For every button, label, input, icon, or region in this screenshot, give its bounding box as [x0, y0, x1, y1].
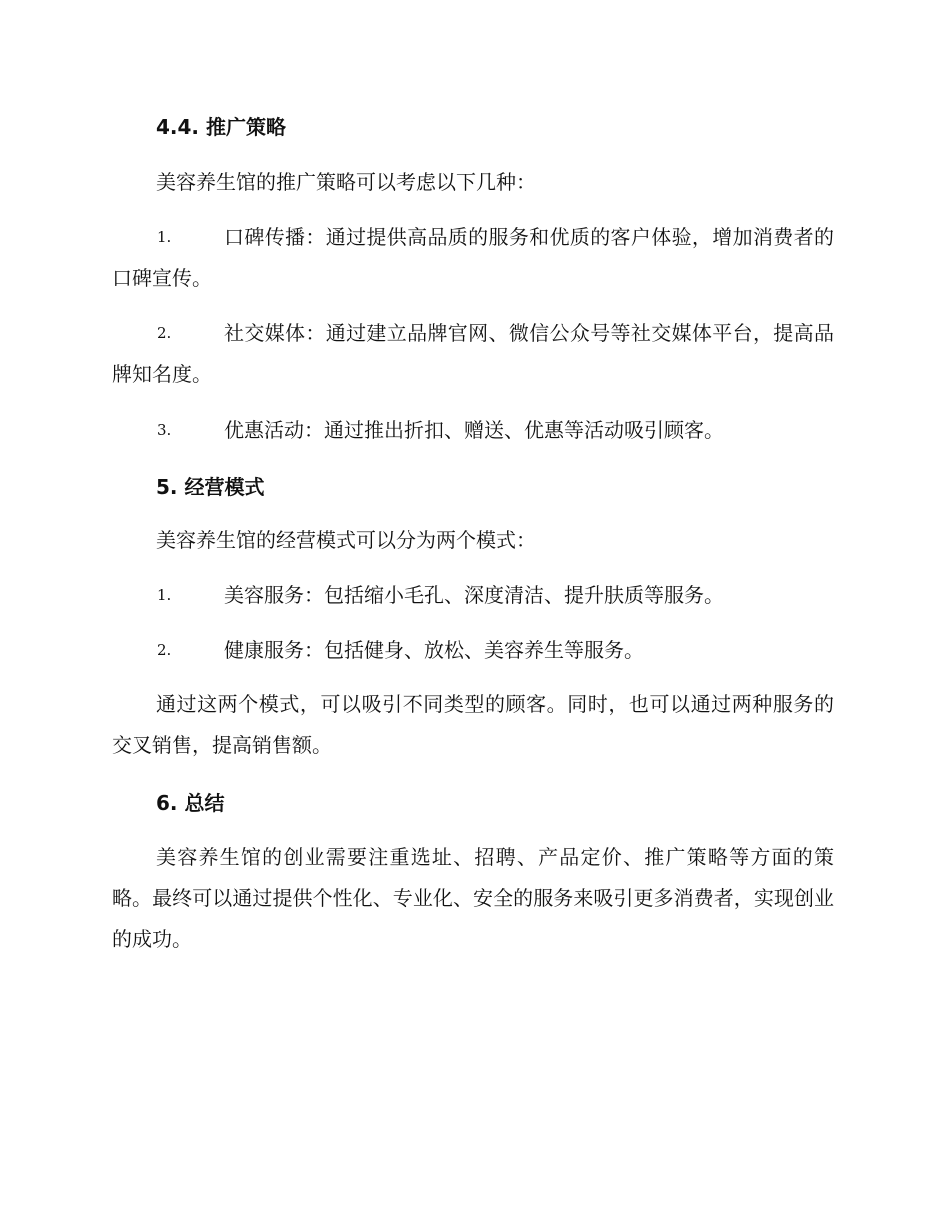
list-number: 3.	[157, 421, 172, 439]
promotion-intro: 美容养生馆的推广策略可以考虑以下几种：	[156, 170, 536, 194]
list-text: 健康服务：包括健身、放松、美容养生等服务。	[224, 638, 644, 662]
list-number: 1.	[157, 228, 172, 246]
section-heading-summary: 6. 总结	[156, 791, 225, 815]
list-number: 2.	[157, 641, 172, 659]
list-number: 1.	[157, 586, 172, 604]
list-item	[112, 217, 834, 299]
list-item	[112, 313, 834, 395]
list-text: 优惠活动：通过推出折扣、赠送、优惠等活动吸引顾客。	[224, 418, 724, 442]
list-text: 美容服务：包括缩小毛孔、深度清洁、提升肤质等服务。	[224, 583, 724, 607]
business-model-conclusion: 通过这两个模式，可以吸引不同类型的顾客。同时，也可以通过两种服务的交叉销售，提高销售额。	[112, 692, 834, 757]
section-heading-business-model: 5. 经营模式	[156, 475, 265, 499]
list-item	[112, 410, 834, 451]
list-text: 口碑传播：通过提供高品质的服务和优质的客户体验，增加消费者的口碑宣传。	[112, 225, 834, 290]
list-item	[112, 630, 834, 671]
section-heading-promotion: 4.4. 推广策略	[156, 115, 286, 139]
summary-paragraph: 美容养生馆的创业需要注重选址、招聘、产品定价、推广策略等方面的策略。最终可以通过提供个性化、专业化、安全的服务来吸引更多消费者，实现创业的成功。	[112, 845, 834, 951]
list-text: 社交媒体：通过建立品牌官网、微信公众号等社交媒体平台，提高品牌知名度。	[112, 321, 834, 386]
business-model-intro: 美容养生馆的经营模式可以分为两个模式：	[156, 528, 536, 552]
list-number: 2.	[157, 324, 172, 342]
list-item	[112, 575, 834, 616]
